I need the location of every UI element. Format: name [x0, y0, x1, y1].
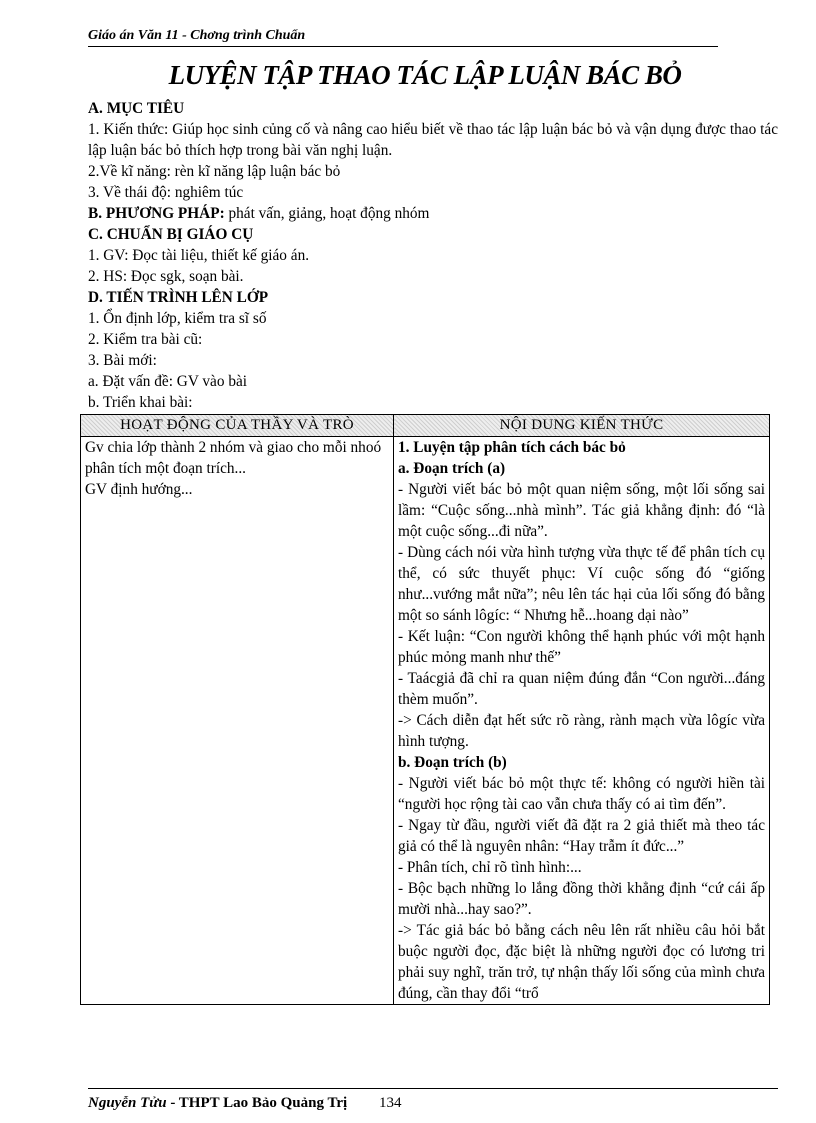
- section-d-item-3: 3. Bài mới:: [88, 352, 157, 369]
- page-title: LUYỆN TẬP THAO TÁC LẬP LUẬN BÁC BỎ: [168, 60, 682, 90]
- section-b: [88, 203, 778, 224]
- table-row: [81, 437, 770, 1005]
- col-header-activities: HOẠT ĐỘNG CỦA THẦY VÀ TRÒ: [81, 415, 394, 437]
- section-a-item-3: 3. Về thái độ: nghiêm túc: [88, 184, 244, 201]
- page-header: [88, 28, 718, 47]
- page-number: 134: [378, 1095, 402, 1111]
- section-a-item-1: 1. Kiến thức: Giúp học sinh củng cố và nâng cao hiểu biết về thao tác lập luận bác bỏ và vận dụng được thao tác lập luận bác bỏ thích hợp trong bài văn nghị luận.: [88, 121, 778, 159]
- header-text: Giáo án Văn 11 - Chơng trình Chuẩn: [88, 28, 306, 43]
- section-d-heading: D. TIẾN TRÌNH LÊN LỚP: [88, 289, 269, 306]
- content-paragraph: - Dùng cách nói vừa hình tượng vừa thực tế để phân tích cụ thể, có sức thuyết phục: Ví cuộc sống đó “giống như...vướng mắt nữa”; nêu lên tác hại của lối sống đó bằng một so sánh lôgíc: “ Nhưng hễ...hoang dại nào”: [398, 544, 765, 624]
- section-a-item-2: 2.Về kĩ năng: rèn kĩ năng lập luận bác bỏ: [88, 163, 341, 180]
- col-header-content: NỘI DUNG KIẾN THỨC: [394, 415, 770, 437]
- section-d-item-2: 2. Kiểm tra bài cũ:: [88, 331, 203, 348]
- content-subheading-a: a. Đoạn trích (a): [398, 460, 506, 477]
- content-paragraph: - Phân tích, chỉ rõ tình hình:...: [398, 859, 582, 876]
- content-cell: [394, 437, 770, 1005]
- content-paragraph: -> Tác giả bác bỏ bằng cách nêu lên rất nhiều câu hỏi bắt buộc người đọc, đặc biệt là những người đọc có lương tri phải suy nghĩ, trăn trở, tự nhận thấy lối sống của mình chưa đúng, cần thay đổi “trổ: [398, 922, 765, 1002]
- content-paragraph: - Taácgiả đã chỉ ra quan niệm đúng đắn “Con người...đáng thèm muốn”.: [398, 670, 765, 708]
- section-d-item-1: 1. Ổn định lớp, kiểm tra sĩ số: [88, 310, 267, 327]
- section-b-heading: B. PHƯƠNG PHÁP:: [88, 205, 225, 222]
- section-a-heading: A. MỤC TIÊU: [88, 100, 185, 117]
- section-d-item-5: b. Triển khai bài:: [88, 394, 193, 411]
- content-paragraph: - Kết luận: “Con người không thể hạnh phúc với một hạnh phúc mỏng manh như thế”: [398, 628, 765, 666]
- section-c-item-1: 1. GV: Đọc tài liệu, thiết kế giáo án.: [88, 247, 310, 264]
- content-paragraph: - Bộc bạch những lo lắng đồng thời khẳng định “cứ cái ấp mười nhà...hay sao?”.: [398, 880, 765, 918]
- content-paragraph: - Ngay từ đầu, người viết đã đặt ra 2 giả thiết mà theo tác giả có thể là nguyên nhân: “Hay trẫm ít đức...”: [398, 817, 765, 855]
- content-paragraph: - Người viết bác bỏ một thực tế: không có người hiền tài “người học rộng tài cao vẫn chưa thấy có ai tìm đến”.: [398, 775, 765, 813]
- content-paragraph: - Người viết bác bỏ một quan niệm sống, một lối sống sai lầm: “Cuộc sống...nhà mình”. Tác giả khẳng định: đó “là một cuộc sống...đi nữa”.: [398, 481, 765, 540]
- content-heading: 1. Luyện tập phân tích cách bác bỏ: [398, 439, 626, 456]
- activities-cell: [81, 437, 394, 1005]
- content-subheading-b: b. Đoạn trích (b): [398, 754, 507, 771]
- lesson-table: [80, 414, 770, 1005]
- intro-section: [88, 98, 778, 413]
- section-d-item-4: a. Đặt vấn đề: GV vào bài: [88, 373, 248, 390]
- content-paragraph: -> Cách diễn đạt hết sức rõ ràng, rành mạch vừa lôgíc vừa hình tượng.: [398, 712, 765, 750]
- activity-paragraph: Gv chia lớp thành 2 nhóm và giao cho mỗi nhoó phân tích một đoạn trích...: [85, 439, 382, 477]
- section-c-heading: C. CHUẨN BỊ GIÁO CỤ: [88, 226, 254, 243]
- section-c-item-2: 2. HS: Đọc sgk, soạn bài.: [88, 268, 244, 285]
- activity-paragraph: GV định hướng...: [85, 481, 193, 498]
- footer-school: - THPT Lao Bảo Quảng Trị: [166, 1095, 348, 1111]
- footer-author: Nguyễn Tửu: [88, 1095, 167, 1111]
- section-b-text: phát vấn, giảng, hoạt động nhóm: [224, 205, 430, 222]
- page-footer: [88, 1088, 778, 1112]
- table-header-row: [81, 415, 770, 437]
